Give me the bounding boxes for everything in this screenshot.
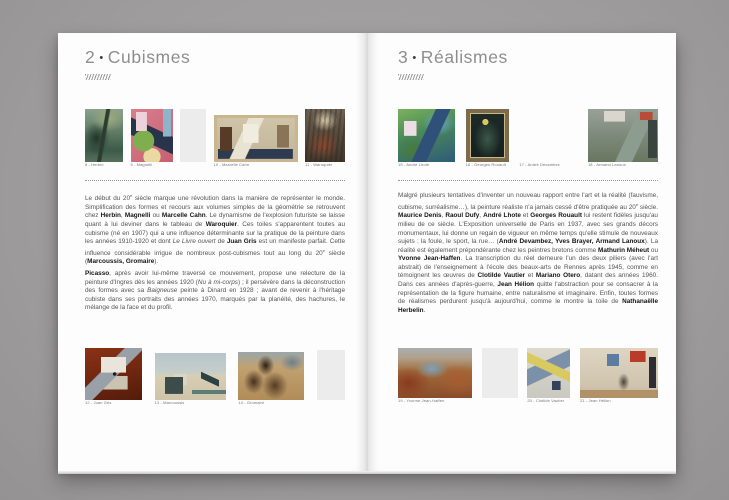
thumbnail-row-top [85, 109, 345, 167]
placeholder-image [317, 350, 345, 400]
artwork-image-armand-lanoux [588, 109, 658, 162]
chapter-title-realismes [398, 47, 658, 68]
page-left-cubismes [58, 33, 367, 471]
artwork-thumbnail-georges-rouault [466, 109, 509, 167]
artwork-caption: 9 - Magnelli [130, 162, 153, 167]
artwork-thumbnail-andre-devambez [519, 109, 577, 167]
body-text-cubismes [85, 192, 345, 313]
thumbnail-row-bottom [85, 348, 345, 405]
empty-thumbnail-slot [317, 350, 345, 405]
artwork-image-herbin [85, 109, 123, 162]
artwork-caption: 10 - Marcelle Cahn [213, 162, 250, 167]
artwork-image-andre-devambez [519, 109, 577, 162]
thumbnail-row-top [398, 109, 658, 167]
book-spread [58, 33, 676, 471]
chapter-number: 2 [85, 47, 96, 67]
title-bullet-icon: • [99, 52, 104, 64]
artwork-caption: 18 - Armand Lanoux [587, 162, 626, 167]
artwork-thumbnail-magnelli [131, 109, 173, 167]
artwork-caption: 14 - Gromaire [238, 400, 265, 405]
chapter-label: Cubismes [107, 47, 191, 67]
artwork-image-clotilde-vautier [527, 348, 570, 398]
artwork-caption: 17 - André Devambez [519, 162, 560, 167]
dotted-divider [85, 180, 345, 181]
artwork-caption: 21 - Jean Hélion [579, 398, 611, 403]
artwork-caption: 13 - Marcoussis [154, 400, 185, 405]
chapter-title-cubismes [85, 47, 345, 68]
artwork-thumbnail-marcoussis [155, 353, 226, 405]
artwork-thumbnail-marcelle-cahn [214, 115, 298, 167]
artwork-image-georges-rouault [466, 109, 509, 162]
artwork-thumbnail-armand-lanoux [588, 109, 658, 167]
artwork-caption [317, 400, 345, 405]
artwork-image-marcelle-cahn [214, 115, 298, 162]
body-text-realismes [398, 192, 658, 315]
artwork-caption [180, 162, 206, 167]
artwork-image-marcoussis [155, 353, 226, 400]
artwork-thumbnail-jean-helion [580, 348, 658, 403]
chapter-label: Réalismes [420, 47, 508, 67]
paragraph: Malgré plusieurs tentatives d'inventer un nouveau rapport entre l'art et la réalité (fauvisme, cubisme, surréalisme…), la peinture réaliste n'a jamais cessé d'être pratiquée au 20e siècle. Maurice Denis, Raoul Dufy, André Lhote et Georges Rouault lui restent fidèles jusqu'au milieu de ce siècle. L'Exposition universelle de Paris en 1937, avec ses grands décors monumentaux, lui donne un regain de vigueur en même temps qu'elle stimule de nouveaux sujets : la foule, le sport, la rue… (André Devambez, Yves Brayer, Armand Lanoux). La réalité est également prépondérante chez les peintres bretons comme Mathurin Méheut ou Yvonne Jean-Haffen. La transcription du réel demeure l'un des deux piliers (avec l'art abstrait) de l'enseignement à l'école des beaux-arts de Rennes après 1945, comme en témoignent les œuvres de Clotilde Vautier et Mariano Otero, datant des années 1960. Dans ces années d'après-guerre, Jean Hélion quitte l'abstraction pour se consacrer à la représentation de la figure humaine, entre naturalisme et imaginaire. Enfin, toutes formes de réalismes perdurent jusqu'à aujourd'hui, comme le montre la toile de Nathanaëlle Herbelin. [398, 192, 659, 314]
artwork-caption: 20 - Clotilde Vautier [527, 398, 565, 403]
artwork-caption: 15 - André Lhote [398, 162, 430, 167]
hatch-mark-icon [398, 74, 424, 80]
artwork-image-magnelli [131, 109, 173, 162]
artwork-image-waroquier [305, 109, 345, 162]
artwork-image-jean-helion [580, 348, 658, 398]
artwork-image-andre-lhote [398, 109, 455, 162]
dotted-divider [398, 180, 658, 181]
artwork-thumbnail-andre-lhote [398, 109, 455, 167]
empty-thumbnail-slot [482, 348, 518, 403]
artwork-thumbnail-clotilde-vautier [527, 348, 570, 403]
artwork-caption: 16 - Georges Rouault [465, 162, 506, 167]
artwork-image-gromaire [238, 352, 304, 400]
artwork-caption [482, 398, 518, 403]
placeholder-image [180, 109, 206, 162]
artwork-caption: 12 - Juan Gris [85, 400, 112, 405]
artwork-thumbnail-gromaire [238, 352, 304, 405]
chapter-number: 3 [398, 47, 409, 67]
artwork-caption: 11 - Waroquier [305, 162, 333, 167]
empty-thumbnail-slot [180, 109, 206, 167]
paragraph: Le début du 20e siècle marque une révolution dans la manière de représenter le monde. Simplification des formes et recours aux volumes simples de la géométrie se retrouvent chez Herbin, Magnelli ou Marcelle Cahn. Le dynamisme de l'explosion futuriste se laisse quant à lui deviner dans le tableau de Waroquier. Ces toiles s'apparentent toutes au cubisme (né en 1907) qui a une influence déterminante sur la pratique de la peinture dans les années 1910-1920 et dont Le Livre ouvert de Juan Gris est un manifeste parfait. Cette influence considérable irrigue de nombreux post-cubismes tout au long du 20e siècle (Marcoussis, Gromaire). [85, 193, 346, 266]
artwork-image-juan-gris [85, 348, 142, 400]
artwork-thumbnail-yvonne-jean-haffen [398, 348, 472, 403]
artwork-image-yvonne-jean-haffen [398, 348, 472, 398]
thumbnail-row-bottom [398, 348, 658, 403]
placeholder-image [482, 348, 518, 398]
artwork-thumbnail-herbin [85, 109, 123, 167]
artwork-caption: 8 - Herbin [85, 162, 104, 167]
page-right-realismes [367, 33, 676, 471]
artwork-thumbnail-juan-gris [85, 348, 142, 405]
artwork-thumbnail-waroquier [305, 109, 345, 167]
hatch-mark-icon [85, 74, 111, 80]
paragraph: Picasso, après avoir lui-même traversé ce mouvement, propose une relecture de la peinture d'Ingres dès les années 1920 (Nu à mi-corps) ; il persévère dans la déconstruction des formes avec sa Baigneuse peinte à Dinard en 1928 ; avant de revenir à l'héritage cubiste dans ses portraits des années 1970, marqués par la planéité, des hachures, le mélange de la face et du profil. [85, 270, 346, 312]
title-bullet-icon: • [412, 52, 417, 64]
artwork-caption: 19 - Yvonne Jean-Haffen [398, 398, 445, 403]
